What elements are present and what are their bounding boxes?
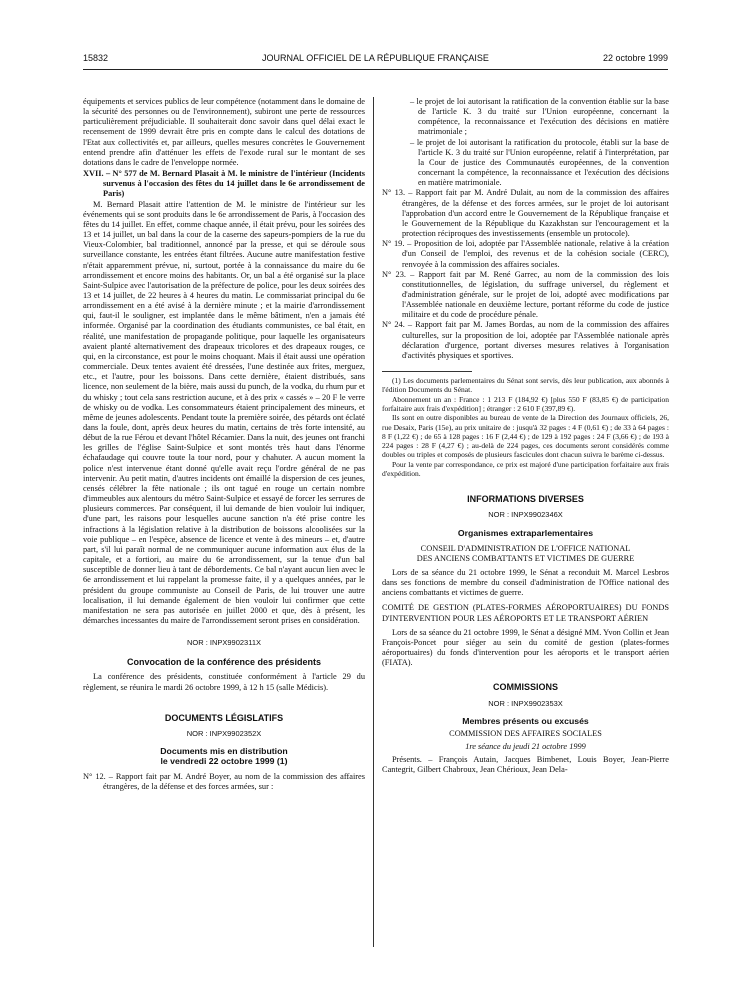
section-title: Convocation de la conférence des présidents <box>126 657 322 668</box>
page-header <box>83 53 668 69</box>
organism-text: Lors de sa séance du 21 octobre 1999, le Sénat a reconduit M. Marcel Lesbros dans ses fonctions de membre du conseil d'administration de l'Office national des anciens combattants et victimes de guerre. <box>382 567 669 598</box>
right-column <box>382 97 669 775</box>
subsection-title: Documents mis en distribution <box>160 746 288 757</box>
attendees-text: Présents. – François Autain, Jacques Bimbenet, Louis Boyer, Jean-Pierre Cantegrit, Gilbert Chabroux, Jean Chérioux, Jean Dela- <box>382 754 669 775</box>
document-item: N° 23. – Rapport fait par M. René Garrec, au nom de la commission des lois constitutionnelles, de législation, du suffrage universel, du règlement et d'administration générale, sur le projet de loi, adopté avec modifications par l'Assemblée nationale en deuxième lecture, portant réforme du code de justice militaire et du code de procédure pénale. <box>382 269 669 320</box>
footnote: Ils sont en outre disponibles au bureau de vente de la Direction des Journaux officiels, 26, rue Desaix, Paris (15e), au prix unitaire de : jusqu'à 32 pages : 4 F (0,61 €) ; de 33 à 64 pages : 8 F (1,22 €) ; de 65 à 128 pages : 16 F (2,44 €) ; de 129 à 192 pages : 24 F (3,66 €) ; de 193 à 224 pages : 28 F (4,27 €) ; au-delà de 224 pages, ces documents seront considérés comme doubles ou triples et composés de plusieurs fascicules dont chacun suivra le barème ci-dessus. <box>382 413 669 460</box>
subsection-title: Organismes extraparlementaires <box>457 527 594 538</box>
footnotes <box>382 376 669 478</box>
issue-date: 22 octobre 1999 <box>602 53 668 63</box>
convocation-text: La conférence des présidents, constituée conformément à l'article 29 du règlement, se réunira le mardi 26 octobre 1999, à 12 h 15 (salle Médicis). <box>83 672 365 692</box>
document-item: N° 19. – Proposition de loi, adoptée par l'Assemblée nationale, relative à la création d'un Conseil de l'emploi, des revenus et de la cohésion sociale (CERC), renvoyée à la commission des affaires sociales. <box>382 239 669 269</box>
document-item: N° 24. – Rapport fait par M. James Bordas, au nom de la commission des affaires culturelles, sur la proposition de loi, adoptée par l'Assemblée nationale après déclaration d'urgence, portant diverses mesures relatives à l'organisation d'activités physiques et sportives. <box>382 320 669 360</box>
footnote-rule <box>382 371 472 372</box>
commission-name: COMMISSION DES AFFAIRES SOCIALES <box>449 728 602 738</box>
nor-reference: NOR : INPX9902352X <box>186 728 262 738</box>
section-title: INFORMATIONS DIVERSES <box>467 494 584 505</box>
section-title: COMMISSIONS <box>492 682 558 693</box>
organism-title: CONSEIL D'ADMINISTRATION DE L'OFFICE NATIONAL <box>420 543 631 553</box>
organism-title: DES ANCIENS COMBATTANTS ET VICTIMES DE GUERRE <box>416 553 635 563</box>
header-rule <box>83 69 668 70</box>
nor-reference: NOR : INPX9902346X <box>488 510 563 520</box>
column-divider <box>373 97 374 947</box>
subsection-title: le vendredi 22 octobre 1999 (1) <box>160 756 288 767</box>
document-item: N° 12. – Rapport fait par M. André Boyer, au nom de la commission des affaires étrangères, de la défense et des forces armées, sur : <box>83 772 365 792</box>
subsection-title: Membres présents ou excusés <box>462 715 589 726</box>
page-number: 15832 <box>83 53 109 63</box>
session-line: 1re séance du jeudi 21 octobre 1999 <box>465 741 586 751</box>
nor-reference: NOR : INPX9902353X <box>488 698 563 708</box>
document-item: N° 13. – Rapport fait par M. André Dulait, au nom de la commission des affaires étrangères, de la défense et des forces armées, sur le projet de loi autorisant l'approbation d'un accord entre le Gouvernement de la République française et le Gouvernement de la République du Kazakhstan sur l'encouragement et la protection réciproques des investissements (ensemble un protocole). <box>382 188 669 239</box>
footnote: (1) Les documents parlementaires du Sénat sont servis, dès leur publication, aux abonnés à l'édition Documents du Sénat. <box>382 376 669 395</box>
footnote: Pour la vente par correspondance, ce prix est majoré d'une participation forfaitaire aux frais d'expédition. <box>382 459 669 479</box>
journal-title: JOURNAL OFFICIEL DE LA RÉPUBLIQUE FRANÇAISE <box>262 53 489 63</box>
left-column <box>83 97 365 792</box>
question-text: M. Bernard Plasait attire l'attention de M. le ministre de l'intérieur sur les événements qui se sont produits dans le 6e arrondissement de Paris, à l'occasion des fêtes du 14 juillet. En effet, comme chaque année, il était prévu, pour les soirées des 13 et 14 juillet, un bal dans la cour de la caserne des sapeurs-pompiers de la rue du Vieux-Colombier, bal traditionnel, annoncé par la presse, et qui se déroule sous surveillance constante, les entrées étant filtrées. Aucune autre manifestation festive n'était apparemment prévue, ni, surtout, portée à la connaissance du maire du 6e arrondissement et encore moins des habitants. Or, un bal a été organisé sur la place Saint-Sulpice avec l'autorisation de la préfecture de police, pour les deux soirées des 13 et 14 juillet, de 22 heures à 4 heures du matin. Le commissariat principal du 6e arrondissement en a été avisé à la dernière minute ; et la mairie d'arrondissement qui, faut-il le souligner, est implantée dans le même bâtiment, n'en a jamais été informée. Organisé par la coordination des étudiants communistes, ce bal était, en réalité, une manifestation de propagande politique, pour laquelle les organisateurs avaient planté alternativement des drapeaux tricolores et des drapeaux rouges, ce qui, en la circonstance, est pour le moins choquant. Mais il était aussi une opération commerciale. Deux tentes avaient été dressées, l'une destinée aux frites, merguez, etc., et l'autre, pour les boissons. Dans cette dernière, étaient distribués, sans licence, non seulement de la bière, mais aussi du punch, de la vodka, du rhum pur et du whisky ; tout cela sans restriction aucune, et à des prix « cassés » – 20 F le verre de whisky ou de vodka. Les consommateurs étaient principalement des mineurs, et même de jeunes adolescents. Pendant toute la première soirée, des pétards ont éclaté dans la foule, dont, après deux heures du matin, certains de très forte intensité, au début de la rue Férou et devant l'hôtel Récamier. Dans la nuit, des jeunes ont franchi les grilles de l'église Saint-Sulpice et sont montés très haut dans l'énorme échafaudage qui couvre toute la tour nord, pour y chahuter. A aucun moment la police n'est intervenue étant donné qu'elle avait reçu l'ordre général de ne pas intervenir. Au petit matin, d'autres incidents ont émaillé la dispersion de ces jeunes, censés célébrer la fête nationale ; ils ont tagué en rouge un certain nombre d'immeubles aux alentours du métro Saint-Sulpice et essayé de forcer les serrures de plusieurs commerces. Par conséquent, il lui demande de bien vouloir lui indiquer, d'une part, les raisons pour lesquelles aucune sanction n'a été prise contre les infractions à la législation relative à la distribution de boissons alcoolisées sur la voie publique – en l'espèce, absence de licence et vente à des mineurs – et, d'autre part, s'il lui paraît normal de ne communiquer aucune information aux élus de la capitale, et a fortiori, au maire du 6e arrondissement, sur la tenue d'un bal susceptible de donner lieu à tant de débordements. Ce bal n'ayant aucun lien avec le 6e arrondissement et lui rappelant la promesse faite, il y a quelques années, par le président du groupe communiste au Conseil de Paris, de lui trouver une autre localisation, il lui demande également de bien vouloir lui confirmer que cette manifestation ne sera pas autorisée en juillet 2000 et que, dès à présent, les démarches incessantes du maire de l'arrondissement seront prises en considération. <box>83 199 365 625</box>
footnote: Abonnement un an : France : 1 213 F (184,92 €) [plus 550 F (83,85 €) de participation forfaitaire aux frais d'expédition] ; étranger : 2 610 F (397,89 €). <box>382 394 669 413</box>
organism-title: COMITÉ DE GESTION (PLATES-FORMES AÉROPORTUAIRES) DU FONDS D'INTERVENTION POUR LES AÉROPORTS ET LE TRANSPORT AÉRIEN <box>382 603 669 623</box>
question-title: XVII. – N° 577 de M. Bernard Plasait à M. le ministre de l'intérieur (Incidents survenus à l'occasion des fêtes du 14 juillet dans le 6e arrondissement de Paris) <box>83 169 365 199</box>
nor-reference: NOR : INPX9902311X <box>186 638 262 648</box>
intro-paragraph: équipements et services publics de leur compétence (notamment dans le domaine de la sécurité des personnes ou de l'environnement), subiront une perte de ressources particulièrement préjudiciable. Il souhaiterait donc savoir dans quel délai exact le recensement de 1999 devrait être pris en compte dans le calcul des dotations de l'Etat aux collectivités et, par ailleurs, quelles mesures concrètes le Gouvernement entend prendre afin d'atténuer les effets de l'exode rural sur le montant de ses dotations dans le cadre de l'enveloppe normée. <box>83 97 365 167</box>
section-title: DOCUMENTS LÉGISLATIFS <box>164 712 284 723</box>
document-item: – le projet de loi autorisant la ratification de la convention établie sur la base de l'article K. 3 du traité sur l'Union européenne, concernant la compétence, la reconnaissance et l'exécution des décisions en matière matrimoniale ; <box>410 97 669 137</box>
document-item: – le projet de loi autorisant la ratification du protocole, établi sur la base de l'article K. 3 du traité sur l'Union européenne, relatif à l'interprétation, par la Cour de justice des Communautés européennes, de la convention concernant la compétence, la reconnaissance et l'exécution des décisions en matière matrimoniale. <box>410 137 669 188</box>
organism-text: Lors de sa séance du 21 octobre 1999, le Sénat a désigné MM. Yvon Collin et Jean François-Poncet pour siéger au sein du comité de gestion (plates-formes aéroportuaires) du fonds d'intervention pour les aéroports et le transport aérien (FIATA). <box>382 627 669 668</box>
